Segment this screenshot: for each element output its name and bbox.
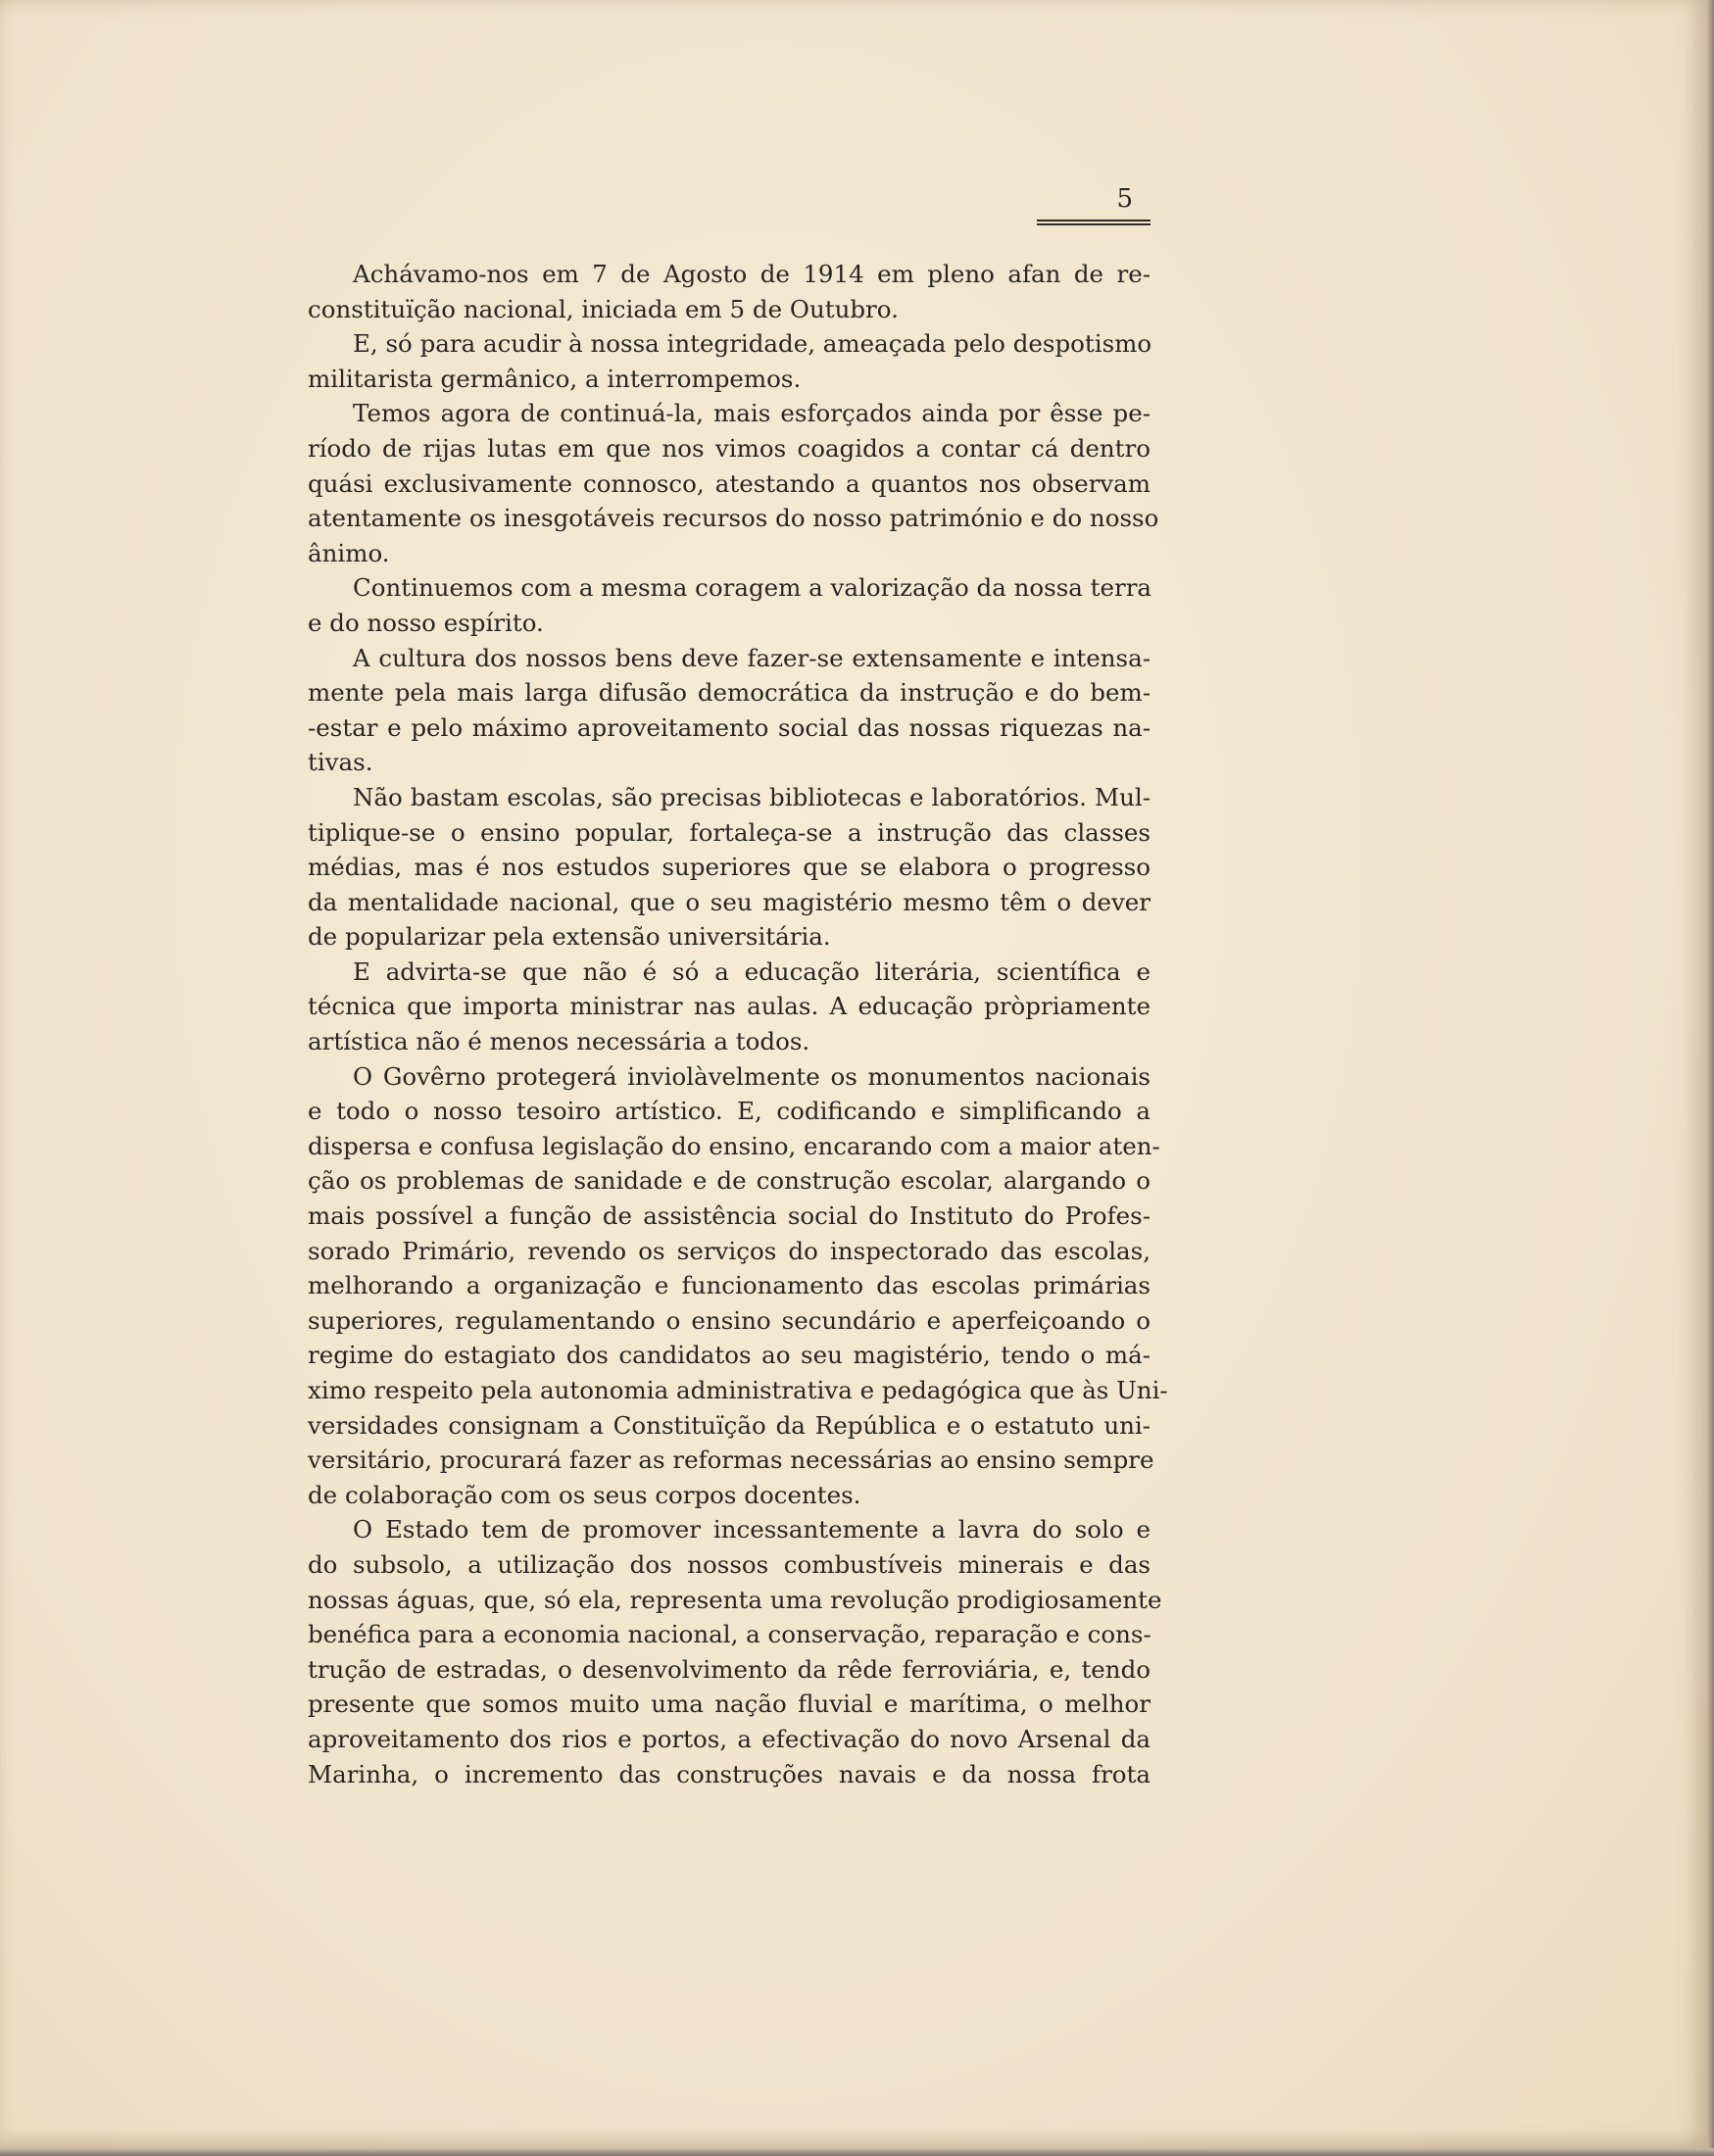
text-line: versitário, procurará fazer as reformas necessárias ao ensino sempre: [308, 1446, 1154, 1475]
text-line: atentamente os inesgotáveis recursos do nosso património e do nosso: [308, 504, 1159, 533]
text-line: benéfica para a economia nacional, a conservação, reparação e cons-: [308, 1620, 1151, 1649]
text-line: mente pela mais larga difusão democrática da instrução e do bem-: [308, 678, 1151, 708]
text-line: do subsolo, a utilização dos nossos combustíveis minerais e das: [308, 1549, 1151, 1579]
text-line: quási exclusivamente connosco, atestando a quantos nos observam: [308, 468, 1151, 498]
text-line: ção os problemas de sanidade e de construção escolar, alargando o: [308, 1166, 1151, 1196]
text-line: O Govêrno protegerá inviolàvelmente os monumentos nacionais: [353, 1061, 1151, 1091]
text-line: regime do estagiato dos candidatos ao seu magistério, tendo o má-: [308, 1341, 1151, 1370]
text-line: trução de estradas, o desenvolvimento da rêde ferroviária, e, tendo: [308, 1654, 1151, 1684]
text-line: Temos agora de continuá-la, mais esforçados ainda por êsse pe-: [353, 399, 1151, 428]
text-line: de popularizar pela extensão universitária.: [308, 922, 831, 952]
text-line: médias, mas é nos estudos superiores que se elabora o progresso: [308, 853, 1151, 882]
text-line: melhorando a organização e funcionamento das escolas primárias: [308, 1271, 1151, 1300]
text-line: sorado Primário, revendo os serviços do inspectorado das escolas,: [308, 1236, 1151, 1265]
text-line: ríodo de rijas lutas em que nos vimos coagidos a contar cá dentro: [308, 433, 1151, 463]
text-line: superiores, regulamentando o ensino secundário e aperfeiçoando o: [308, 1305, 1151, 1335]
text-line: técnica que importa ministrar nas aulas. A educação pròpriamente: [308, 992, 1151, 1021]
text-line: Não bastam escolas, são precisas bibliotecas e laboratórios. Mul-: [353, 782, 1151, 811]
text-line: mais possível a função de assistência social do Instituto do Profes-: [308, 1201, 1151, 1231]
page-number: 5: [1116, 184, 1133, 214]
text-line: ânimo.: [308, 538, 390, 567]
text-line: artística não é menos necessária a todos.: [308, 1027, 810, 1056]
text-line: dispersa e confusa legislação do ensino, encarando com a maior aten-: [308, 1131, 1160, 1160]
text-line: versidades consignam a Constituïção da República e o estatuto uni-: [308, 1410, 1151, 1440]
text-line: tiplique-se o ensino popular, fortaleça-se a instrução das classes: [308, 817, 1151, 847]
page-edge-right: [1707, 0, 1714, 2156]
text-line: militarista germânico, a interrompemos.: [308, 364, 802, 393]
text-line: E advirta-se que não é só a educação literária, scientífica e: [353, 956, 1151, 986]
text-line: e todo o nosso tesoiro artístico. E, codificando e simplificando a: [308, 1097, 1151, 1126]
text-line: E, só para acudir à nossa integridade, ameaçada pelo despotismo: [353, 329, 1152, 359]
page-number-rule: [1037, 220, 1151, 225]
text-line: A cultura dos nossos bens deve fazer-se extensamente e intensa-: [353, 643, 1151, 672]
text-line: Achávamo-nos em 7 de Agosto de 1914 em pleno afan de re-: [353, 260, 1151, 288]
text-line: -estar e pelo máximo aproveitamento social das nossas riquezas na-: [308, 712, 1151, 742]
text-line: da mentalidade nacional, que o seu magistério mesmo têm o dever: [308, 887, 1151, 916]
body-text: [308, 257, 1168, 1791]
page-edge-bottom: [0, 2148, 1714, 2156]
text-line: Continuemos com a mesma coragem a valorização da nossa terra: [353, 573, 1152, 603]
text-line: O Estado tem de promover incessantemente a lavra do solo e: [353, 1515, 1151, 1544]
text-line: nossas águas, que, só ela, representa uma revolução prodigiosamente: [308, 1585, 1162, 1614]
text-line: Marinha, o incremento das construções navais e da nossa frota: [308, 1759, 1151, 1788]
text-line: e do nosso espírito.: [308, 608, 544, 637]
text-line: presente que somos muito uma nação fluvial e marítima, o melhor: [308, 1690, 1151, 1719]
text-line: constituïção nacional, iniciada em 5 de Outubro.: [308, 294, 899, 323]
text-line: de colaboração com os seus corpos docentes.: [308, 1480, 861, 1509]
text-line: ximo respeito pela autonomia administrativa e pedagógica que às Uni-: [308, 1376, 1168, 1404]
text-line: tivas.: [308, 748, 373, 777]
text-line: aproveitamento dos rios e portos, a efectivação do novo Arsenal da: [308, 1724, 1151, 1753]
